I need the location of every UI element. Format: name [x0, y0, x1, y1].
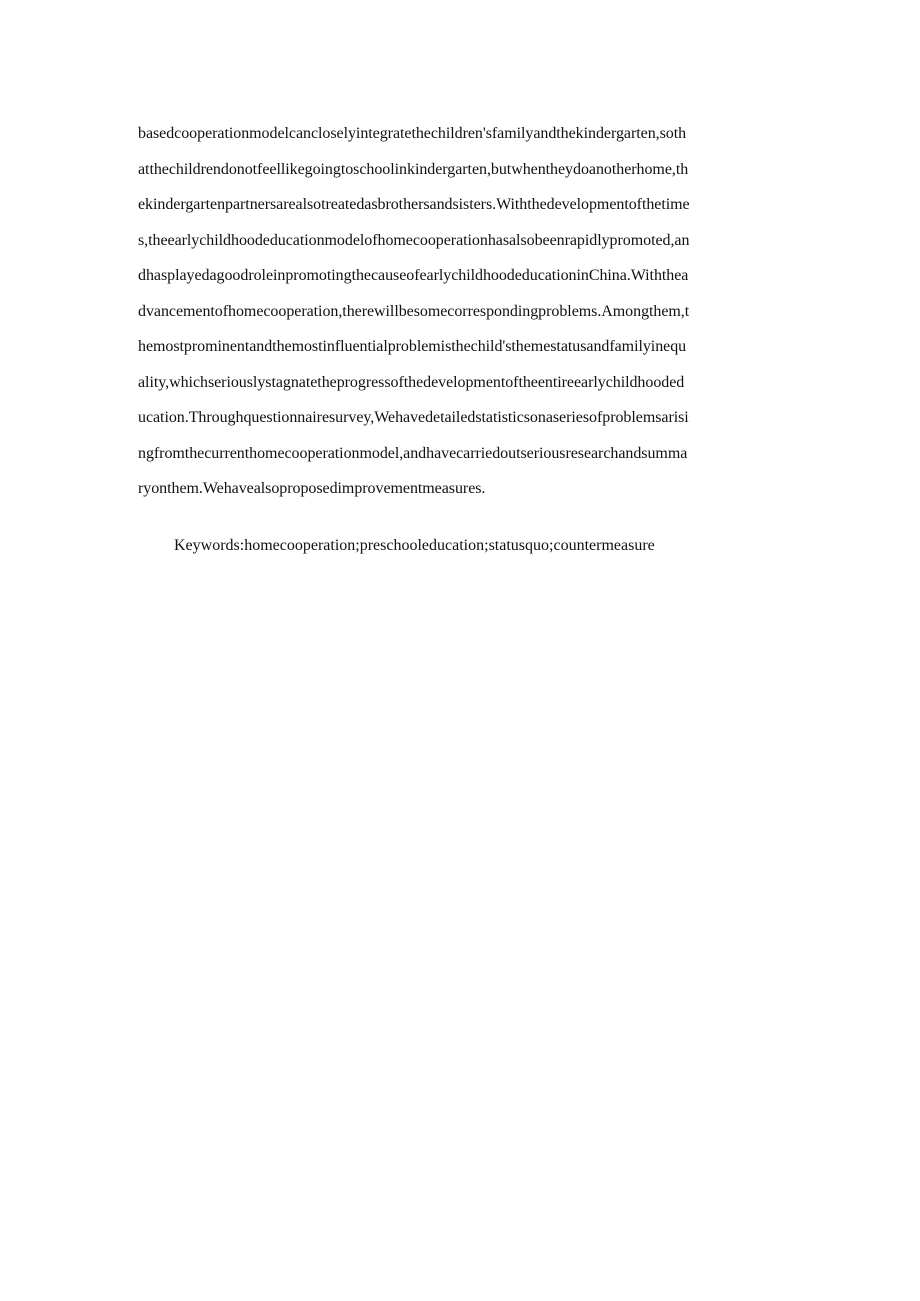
- abstract-line: s,theearlychildhoodeducationmodelofhomecooperationhasalsobeenrapidlypromoted,an: [138, 231, 690, 249]
- abstract-line: ryonthem.Wehavealsoproposedimprovementmeasures.: [138, 480, 486, 497]
- keywords-line: Keywords:homecooperation;preschooleducation;statusquo;countermeasure: [174, 537, 655, 554]
- abstract-line: ngfromthecurrenthomecooperationmodel,andhavecarriedoutseriousresearchandsumma: [138, 444, 688, 462]
- abstract-line: atthechildrendonotfeellikegoingtoschoolinkindergarten,butwhentheydoanotherhome,th: [138, 160, 689, 178]
- abstract-line: basedcooperationmodelcancloselyintegratethechildren'sfamilyandthekindergarten,soth: [138, 125, 687, 142]
- abstract-line: ucation.Throughquestionnairesurvey,Wehavedetailedstatisticsonaseriesofproblemsarisi: [138, 409, 689, 426]
- abstract-line: dhasplayedagoodroleinpromotingthecauseofearlychildhoodeducationinChina.Withthea: [138, 267, 689, 284]
- abstract-line: ality,whichseriouslystagnatetheprogressofthedevelopmentoftheentireearlychildhooded: [138, 373, 685, 391]
- abstract-paragraph: [138, 120, 788, 511]
- abstract-line: dvancementofhomecooperation,therewillbesomecorrespondingproblems.Amongthem,t: [138, 302, 690, 320]
- abstract-line: ekindergartenpartnersarealsotreatedasbrothersandsisters.Withthedevelopmentofthetime: [138, 196, 690, 213]
- abstract-line: hemostprominentandthemostinfluentialproblemisthechild'sthemestatusandfamilyinequ: [138, 338, 687, 355]
